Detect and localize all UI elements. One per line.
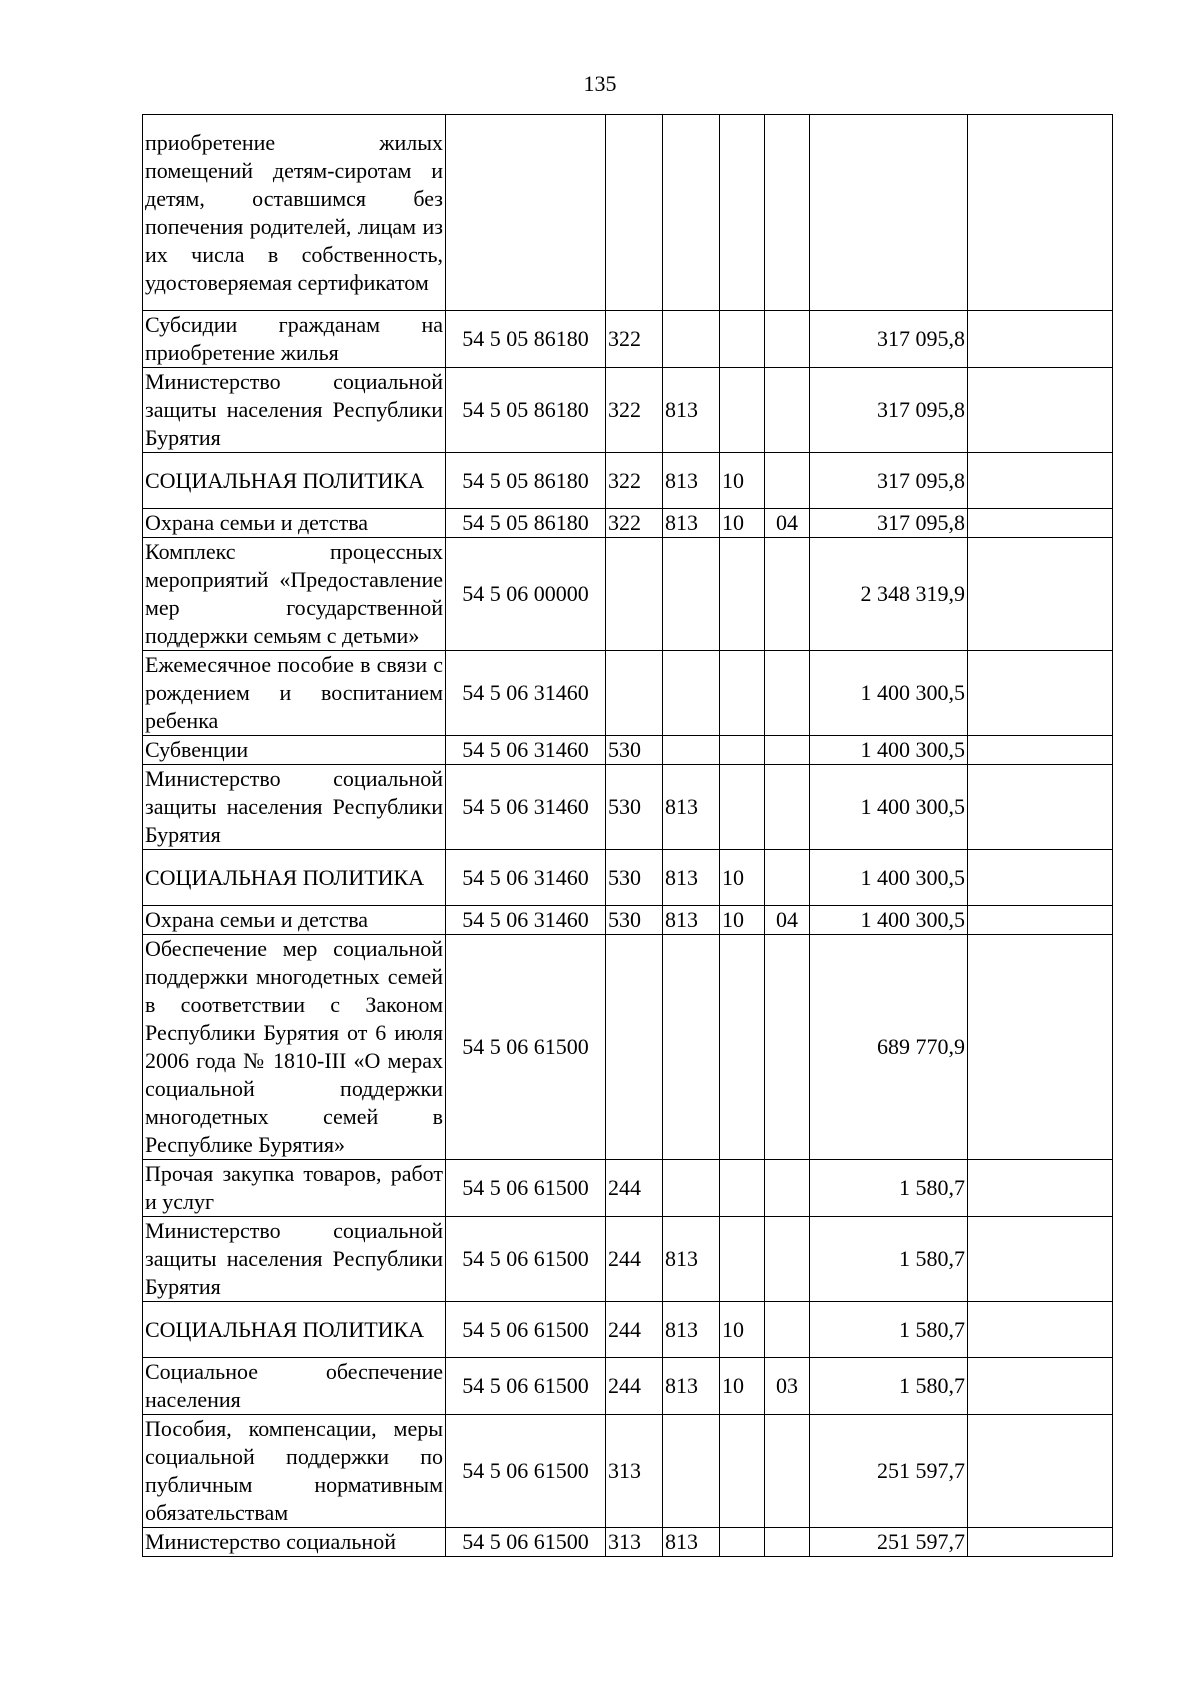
subsection-code: 04 — [765, 509, 810, 538]
ministry-code: 813 — [663, 453, 720, 509]
expense-type-code: 244 — [606, 1217, 663, 1302]
extra-cell — [968, 115, 1113, 311]
target-article-code: 54 5 06 31460 — [446, 765, 606, 850]
ministry-code — [663, 311, 720, 368]
expense-type-code: 530 — [606, 906, 663, 935]
table-row — [143, 1528, 1113, 1557]
section-code — [720, 1528, 765, 1557]
section-code — [720, 1217, 765, 1302]
table-row — [143, 1217, 1113, 1302]
table-row — [143, 736, 1113, 765]
target-article-code: 54 5 06 61500 — [446, 1217, 606, 1302]
subsection-code — [765, 736, 810, 765]
extra-cell — [968, 736, 1113, 765]
target-article-code: 54 5 06 31460 — [446, 850, 606, 906]
target-article-code: 54 5 05 86180 — [446, 368, 606, 453]
subsection-code — [765, 850, 810, 906]
target-article-code: 54 5 05 86180 — [446, 509, 606, 538]
target-article-code: 54 5 06 31460 — [446, 651, 606, 736]
subsection-code — [765, 1528, 810, 1557]
row-description: СОЦИАЛЬНАЯ ПОЛИТИКА — [143, 1302, 446, 1358]
subsection-code — [765, 1302, 810, 1358]
expense-type-code: 313 — [606, 1415, 663, 1528]
extra-cell — [968, 453, 1113, 509]
row-description: Министерство социальной защиты населения Республики Бурятия — [143, 368, 446, 453]
ministry-code: 813 — [663, 368, 720, 453]
table-row — [143, 765, 1113, 850]
expense-type-code: 244 — [606, 1302, 663, 1358]
section-code — [720, 651, 765, 736]
expense-type-code: 322 — [606, 453, 663, 509]
extra-cell — [968, 765, 1113, 850]
budget-table-body — [143, 115, 1113, 1557]
row-description: Охрана семьи и детства — [143, 509, 446, 538]
target-article-code: 54 5 06 61500 — [446, 1415, 606, 1528]
row-description: Субвенции — [143, 736, 446, 765]
target-article-code: 54 5 06 00000 — [446, 538, 606, 651]
expense-type-code: 244 — [606, 1358, 663, 1415]
row-description: Прочая закупка товаров, работ и услуг — [143, 1160, 446, 1217]
extra-cell — [968, 651, 1113, 736]
row-description: Министерство социальной — [143, 1528, 446, 1557]
ministry-code — [663, 1160, 720, 1217]
target-article-code: 54 5 06 61500 — [446, 1160, 606, 1217]
ministry-code: 813 — [663, 1528, 720, 1557]
row-description: СОЦИАЛЬНАЯ ПОЛИТИКА — [143, 850, 446, 906]
row-description: Обеспечение мер социальной поддержки многодетных семей в соответствии с Законом Республики Бурятия от 6 июля 2006 года № 1810-III «О мерах социальной поддержки многодетных семей в Республике Бурятия» — [143, 935, 446, 1160]
subsection-code — [765, 538, 810, 651]
extra-cell — [968, 906, 1113, 935]
subsection-code — [765, 651, 810, 736]
amount: 317 095,8 — [810, 368, 968, 453]
extra-cell — [968, 850, 1113, 906]
table-row — [143, 509, 1113, 538]
section-code: 10 — [720, 906, 765, 935]
row-description: СОЦИАЛЬНАЯ ПОЛИТИКА — [143, 453, 446, 509]
extra-cell — [968, 1528, 1113, 1557]
expense-type-code: 530 — [606, 850, 663, 906]
target-article-code: 54 5 05 86180 — [446, 311, 606, 368]
extra-cell — [968, 1160, 1113, 1217]
extra-cell — [968, 311, 1113, 368]
row-description: Министерство социальной защиты населения Республики Бурятия — [143, 765, 446, 850]
amount: 251 597,7 — [810, 1415, 968, 1528]
expense-type-code — [606, 651, 663, 736]
expense-type-code: 322 — [606, 311, 663, 368]
section-code — [720, 736, 765, 765]
table-row — [143, 311, 1113, 368]
subsection-code — [765, 115, 810, 311]
table-row — [143, 1302, 1113, 1358]
table-row — [143, 1358, 1113, 1415]
subsection-code: 04 — [765, 906, 810, 935]
section-code — [720, 368, 765, 453]
section-code — [720, 311, 765, 368]
expense-type-code — [606, 538, 663, 651]
table-row — [143, 906, 1113, 935]
row-description: Охрана семьи и детства — [143, 906, 446, 935]
expense-type-code — [606, 115, 663, 311]
section-code — [720, 538, 765, 651]
row-description: приобретение жилых помещений детям-сиротам и детям, оставшимся без попечения родителей, лицам из их числа в собственность, удостоверяемая сертификатом — [143, 115, 446, 311]
section-code: 10 — [720, 509, 765, 538]
subsection-code — [765, 765, 810, 850]
amount: 317 095,8 — [810, 509, 968, 538]
expense-type-code — [606, 935, 663, 1160]
expense-type-code: 244 — [606, 1160, 663, 1217]
amount: 1 580,7 — [810, 1358, 968, 1415]
amount: 689 770,9 — [810, 935, 968, 1160]
row-description: Пособия, компенсации, меры социальной поддержки по публичным нормативным обязательствам — [143, 1415, 446, 1528]
amount: 2 348 319,9 — [810, 538, 968, 651]
amount: 251 597,7 — [810, 1528, 968, 1557]
section-code — [720, 935, 765, 1160]
subsection-code — [765, 1160, 810, 1217]
row-description: Комплекс процессных мероприятий «Предоставление мер государственной поддержки семьям с детьми» — [143, 538, 446, 651]
extra-cell — [968, 509, 1113, 538]
table-row — [143, 935, 1113, 1160]
expense-type-code: 322 — [606, 509, 663, 538]
table-row — [143, 1160, 1113, 1217]
table-row — [143, 850, 1113, 906]
amount: 1 400 300,5 — [810, 651, 968, 736]
subsection-code — [765, 1217, 810, 1302]
table-row — [143, 115, 1113, 311]
section-code: 10 — [720, 1302, 765, 1358]
table-row — [143, 1415, 1113, 1528]
table-row — [143, 538, 1113, 651]
amount: 317 095,8 — [810, 311, 968, 368]
expense-type-code: 322 — [606, 368, 663, 453]
extra-cell — [968, 1302, 1113, 1358]
table-row — [143, 453, 1113, 509]
section-code: 10 — [720, 850, 765, 906]
section-code — [720, 1415, 765, 1528]
ministry-code — [663, 1415, 720, 1528]
expense-type-code: 530 — [606, 736, 663, 765]
ministry-code — [663, 736, 720, 765]
subsection-code: 03 — [765, 1358, 810, 1415]
expense-type-code: 530 — [606, 765, 663, 850]
extra-cell — [968, 1415, 1113, 1528]
ministry-code — [663, 651, 720, 736]
amount: 1 400 300,5 — [810, 906, 968, 935]
subsection-code — [765, 1415, 810, 1528]
target-article-code: 54 5 06 31460 — [446, 736, 606, 765]
section-code — [720, 765, 765, 850]
ministry-code — [663, 115, 720, 311]
table-row — [143, 368, 1113, 453]
ministry-code: 813 — [663, 1358, 720, 1415]
target-article-code — [446, 115, 606, 311]
target-article-code: 54 5 06 61500 — [446, 1528, 606, 1557]
amount: 1 400 300,5 — [810, 850, 968, 906]
subsection-code — [765, 935, 810, 1160]
row-description: Социальное обеспечение населения — [143, 1358, 446, 1415]
section-code: 10 — [720, 1358, 765, 1415]
target-article-code: 54 5 06 61500 — [446, 935, 606, 1160]
ministry-code: 813 — [663, 1302, 720, 1358]
amount: 1 580,7 — [810, 1217, 968, 1302]
budget-table — [142, 114, 1113, 1557]
row-description: Министерство социальной защиты населения Республики Бурятия — [143, 1217, 446, 1302]
amount: 1 580,7 — [810, 1302, 968, 1358]
amount: 1 400 300,5 — [810, 736, 968, 765]
row-description: Ежемесячное пособие в связи с рождением и воспитанием ребенка — [143, 651, 446, 736]
row-description: Субсидии гражданам на приобретение жилья — [143, 311, 446, 368]
ministry-code: 813 — [663, 509, 720, 538]
table-row — [143, 651, 1113, 736]
extra-cell — [968, 538, 1113, 651]
amount: 1 400 300,5 — [810, 765, 968, 850]
ministry-code: 813 — [663, 850, 720, 906]
ministry-code — [663, 538, 720, 651]
amount: 1 580,7 — [810, 1160, 968, 1217]
extra-cell — [968, 1217, 1113, 1302]
ministry-code: 813 — [663, 765, 720, 850]
ministry-code — [663, 935, 720, 1160]
amount — [810, 115, 968, 311]
ministry-code: 813 — [663, 906, 720, 935]
section-code — [720, 115, 765, 311]
target-article-code: 54 5 06 61500 — [446, 1302, 606, 1358]
target-article-code: 54 5 05 86180 — [446, 453, 606, 509]
page-number: 135 — [583, 71, 617, 96]
target-article-code: 54 5 06 61500 — [446, 1358, 606, 1415]
extra-cell — [968, 935, 1113, 1160]
subsection-code — [765, 311, 810, 368]
amount: 317 095,8 — [810, 453, 968, 509]
expense-type-code: 313 — [606, 1528, 663, 1557]
target-article-code: 54 5 06 31460 — [446, 906, 606, 935]
section-code — [720, 1160, 765, 1217]
extra-cell — [968, 368, 1113, 453]
section-code: 10 — [720, 453, 765, 509]
ministry-code: 813 — [663, 1217, 720, 1302]
extra-cell — [968, 1358, 1113, 1415]
subsection-code — [765, 453, 810, 509]
subsection-code — [765, 368, 810, 453]
